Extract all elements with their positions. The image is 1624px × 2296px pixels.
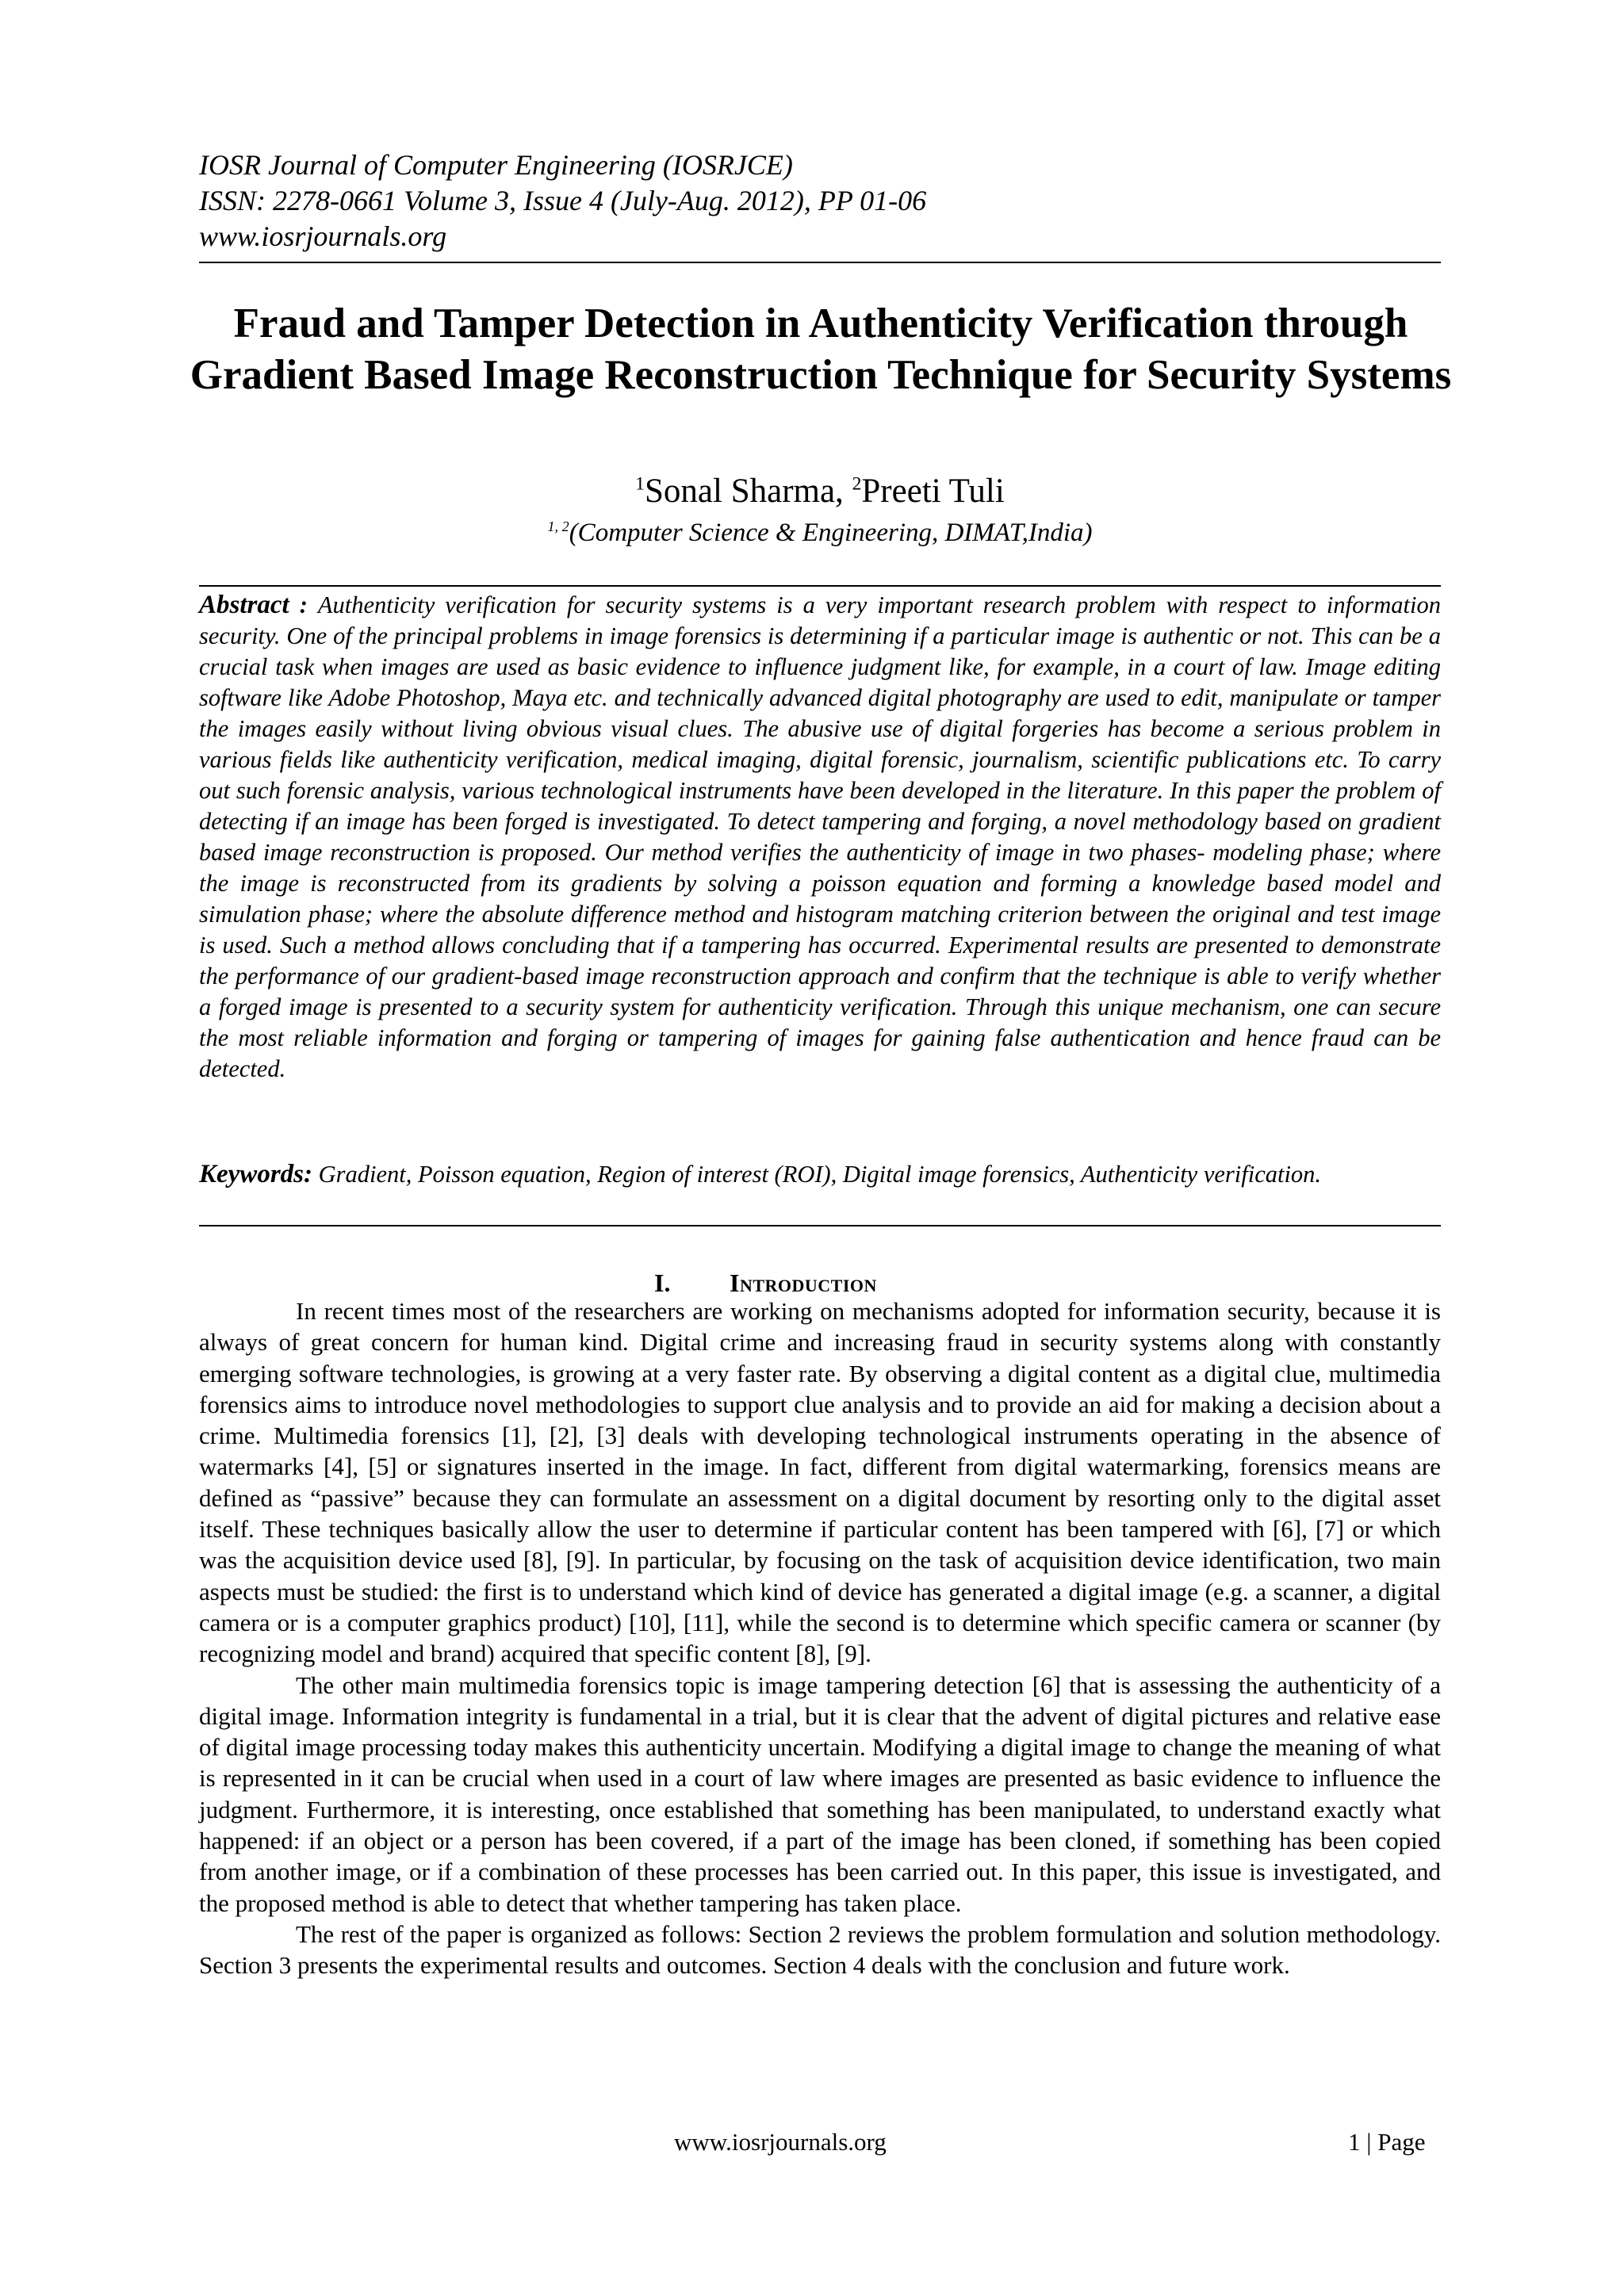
abstract-bottom-rule bbox=[199, 1225, 1441, 1226]
abstract-label: Abstract bbox=[199, 591, 289, 619]
journal-name: IOSR Journal of Computer Engineering (IOSRJCE) bbox=[199, 149, 793, 181]
abstract-separator: : bbox=[289, 591, 318, 618]
affiliation-sup: 1, 2 bbox=[547, 519, 569, 534]
paragraph: In recent times most of the researchers are working on mechanisms adopted for information security, because it is always of great concern for human kind. Digital crime and increasing fraud in security systems along with constantly emerging software technologies, is growing at a very faster rate. By observing a digital content as a digital clue, multimedia forensics aims to introduce novel methodologies to support clue analysis and to provide an aid for making a decision about a crime. Multimedia forensics [1], [2], [3] deals with developing technological instruments operating in the absence of watermarks [4], [5] or signatures inserted in the image. In fact, different from digital watermarking, forensics means are defined as “passive” because they can formulate an assessment on a digital document by resorting only to the digital asset itself. These techniques basically allow the user to determine if particular content has been tampered with [6], [7] or which was the acquisition device used [8], [9]. In particular, by focusing on the task of acquisition device identification, two main aspects must be studied: the first is to understand which kind of device has generated a digital image (e.g. a scanner, a digital camera or is a computer graphics product) [10], [11], while the second is to determine which specific camera or scanner (by recognizing model and brand) acquired that specific content [8], [9]. bbox=[199, 1297, 1441, 1668]
author-line bbox=[199, 469, 1441, 514]
author1-name: Sonal Sharma, bbox=[645, 473, 852, 510]
header-rule bbox=[199, 262, 1441, 263]
abstract bbox=[199, 590, 1441, 1085]
abstract-text: Authenticity verification for security systems is a very important research problem with respect to information security. One of the principal problems in image forensics is determining if a particular image is authentic or not. This can be a crucial task when images are used as basic evidence to influence judgment like, for example, in a court of law. Image editing software like Adobe Photoshop, Maya etc. and technically advanced digital photography are used to edit, manipulate or tamper the images easily without living obvious visual clues. The abusive use of digital forgeries has become a serious problem in various fields like authenticity verification, medical imaging, digital forensic, journalism, scientific publications etc. To carry out such forensic analysis, various technological instruments have been developed in the literature. In this paper the problem of detecting if an image has been forged is investigated. To detect tampering and forging, a novel methodology based on gradient based image reconstruction is proposed. Our method verifies the authenticity of image in two phases- modeling phase; where the image is reconstructed from its gradients by solving a poisson equation and forming a knowledge based model and simulation phase; where the absolute difference method and histogram matching criterion between the original and test image is used. Such a method allows concluding that if a tampering has occurred. Experimental results are presented to demonstrate the performance of our gradient-based image reconstruction approach and confirm that the technique is able to verify whether a forged image is presented to a security system for authenticity verification. Through this unique mechanism, one can secure the most reliable information and forging or tampering of images for gaining false authentication and hence fraud can be detected. bbox=[199, 591, 1441, 1082]
section-title: Introduction bbox=[730, 1269, 877, 1297]
author2-name: Preeti Tuli bbox=[861, 473, 1005, 510]
keywords-text: Gradient, Poisson equation, Region of interest (ROI), Digital image forensics, Authenticity verification. bbox=[312, 1161, 1322, 1188]
keywords-label: Keywords: bbox=[199, 1160, 312, 1188]
running-header bbox=[199, 147, 1436, 254]
author2-sup: 2 bbox=[852, 473, 862, 495]
paragraph: The other main multimedia forensics topic is image tampering detection [6] that is assessing the authenticity of a digital image. Information integrity is fundamental in a trial, but it is clear that the advent of digital pictures and relative ease of digital image processing today makes this authenticity uncertain. Modifying a digital image to change the meaning of what is represented in it can be crucial when used in a court of law where images are presented as basic evidence to influence the judgment. Furthermore, it is interesting, once established that something has been manipulated, to understand exactly what happened: if an object or a person has been covered, if a part of the image has been cloned, if something has been copied from another image, or if a combination of these processes has been carried out. In this paper, this issue is investigated, and the proposed method is able to detect that whether tampering has taken place. bbox=[199, 1670, 1441, 1917]
keywords bbox=[199, 1159, 1441, 1190]
introduction-body bbox=[199, 1295, 1441, 1981]
abstract-top-rule bbox=[199, 585, 1441, 587]
affiliation bbox=[199, 515, 1441, 550]
paper-title: Fraud and Tamper Detection in Authenticity Verification through Gradient Based Image Reconstruction Technique for Security Systems bbox=[190, 300, 1452, 398]
affiliation-text: (Computer Science & Engineering, DIMAT,India) bbox=[569, 519, 1093, 547]
page-number: 1 | Page bbox=[1348, 2128, 1426, 2156]
footer-url[interactable]: www.iosrjournals.org bbox=[674, 2128, 887, 2156]
paragraph: The rest of the paper is organized as follows: Section 2 reviews the problem formulation and solution methodology. Section 3 presents the experimental results and outcomes. Section 4 deals with the conclusion and future work. bbox=[199, 1919, 1441, 1980]
issn-line: ISSN: 2278-0661 Volume 3, Issue 4 (July-Aug. 2012), PP 01-06 bbox=[199, 185, 927, 216]
section-number: I. bbox=[654, 1269, 671, 1297]
journal-url[interactable]: www.iosrjournals.org bbox=[199, 220, 447, 252]
author1-sup: 1 bbox=[635, 473, 645, 495]
